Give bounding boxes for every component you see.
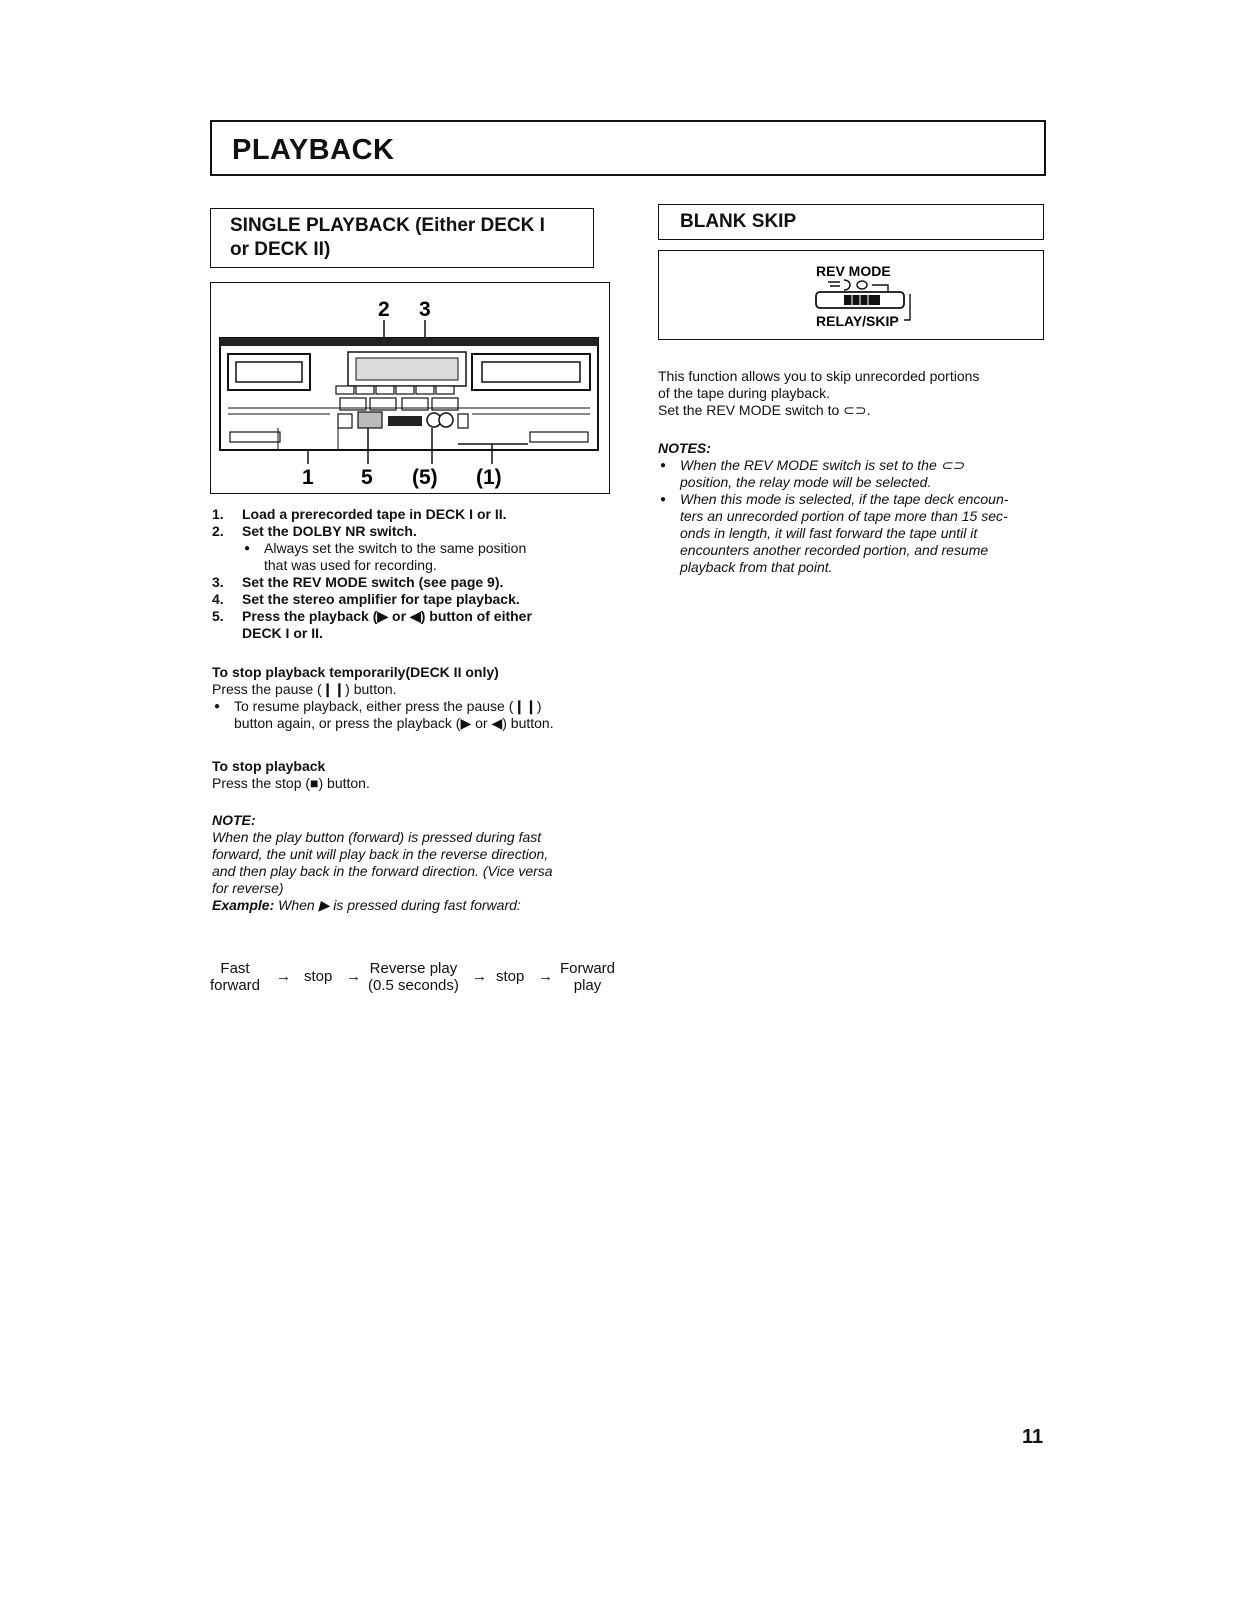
note-heading: NOTE: (212, 812, 256, 828)
deck-i-window (228, 354, 310, 390)
pause-section (212, 664, 612, 732)
intro-line: of the tape during playback. (658, 385, 831, 401)
page-title: PLAYBACK (232, 134, 395, 166)
note-section (212, 812, 622, 914)
pause-text: Press the pause (❙❙) button. (212, 681, 397, 697)
page-number: 11 (1022, 1426, 1044, 1448)
rev-mode-label: REV MODE (816, 263, 891, 279)
blank-skip-notes (658, 440, 1058, 576)
steps-list (212, 506, 612, 642)
pause-bullet: ● To resume playback, either press the pause (❙❙) button again, or press the playback (▶ or ◀) button. (212, 698, 612, 732)
flow-stop: stop (304, 968, 333, 985)
note-line: forward, the unit will play back in the reverse direction, (212, 846, 549, 862)
flow-forward-play: Forward play (560, 960, 616, 994)
step-3: 3. Set the REV MODE switch (see page 9). (212, 574, 504, 590)
callout-1: 1 (302, 466, 314, 489)
step-5: 5. Press the playback (▶ or ◀) button of either DECK I or II. (212, 608, 532, 641)
stop-text: Press the stop (■) button. (212, 775, 370, 791)
flow-stop: stop (496, 968, 525, 985)
flow-arrow: → (276, 968, 291, 985)
cassette-deck-illustration (210, 282, 610, 494)
example-line: Example: When ▶ is pressed during fast forward: (212, 897, 521, 913)
callout-3: 3 (419, 298, 431, 321)
blank-skip-heading: BLANK SKIP (680, 211, 797, 232)
relay-skip-label: RELAY/SKIP (816, 313, 899, 329)
step-1: 1. Load a prerecorded tape in DECK I or II. (212, 506, 507, 522)
intro-line: Set the REV MODE switch to ⊂⊃. (658, 402, 871, 418)
step-2: 2. Set the DOLBY NR switch. (212, 523, 417, 539)
pause-heading: To stop playback temporarily(DECK II only) (212, 664, 499, 680)
rev-mode-switch-illustration (658, 250, 1044, 340)
note-1: ● When the REV MODE switch is set to the ⊂⊃ position, the relay mode will be selected. (658, 457, 1058, 491)
callout-5: 5 (361, 466, 373, 489)
flow-arrow: → (346, 968, 361, 985)
note-line: When the play button (forward) is pressed during fast (212, 829, 542, 845)
deck-ii-window (472, 354, 590, 390)
single-playback-heading-line1: SINGLE PLAYBACK (Either DECK I (230, 215, 545, 236)
notes-heading: NOTES: (658, 440, 711, 456)
single-playback-heading-line2: or DECK II) (230, 239, 331, 260)
note-line: and then play back in the forward direction. (Vice versa (212, 863, 553, 879)
callout-1-paren: (1) (476, 466, 502, 489)
step-4: 4. Set the stereo amplifier for tape playback. (212, 591, 520, 607)
note-2: ● When this mode is selected, if the tape deck encoun- ters an unrecorded portion of tape more than 15 sec- onds in length, it will fast forward the tape until it encounters another recorded portion, and resume playback from that point. (658, 491, 1058, 576)
flow-reverse-play: Reverse play (0.5 seconds) (368, 960, 459, 994)
flow-arrow: → (538, 968, 553, 985)
callout-2: 2 (378, 298, 390, 321)
intro-line: This function allows you to skip unrecorded portions (658, 368, 980, 384)
flow-fast-forward: Fast forward (210, 960, 261, 994)
stop-section (212, 758, 612, 792)
stop-heading: To stop playback (212, 758, 326, 774)
blank-skip-intro (658, 368, 1058, 419)
single-playback-heading (230, 214, 545, 262)
step-2-bullet: ● Always set the switch to the same position that was used for recording. (242, 540, 612, 574)
note-line: for reverse) (212, 880, 284, 896)
callout-5-paren: (5) (412, 466, 438, 489)
flow-arrow: → (472, 968, 487, 985)
